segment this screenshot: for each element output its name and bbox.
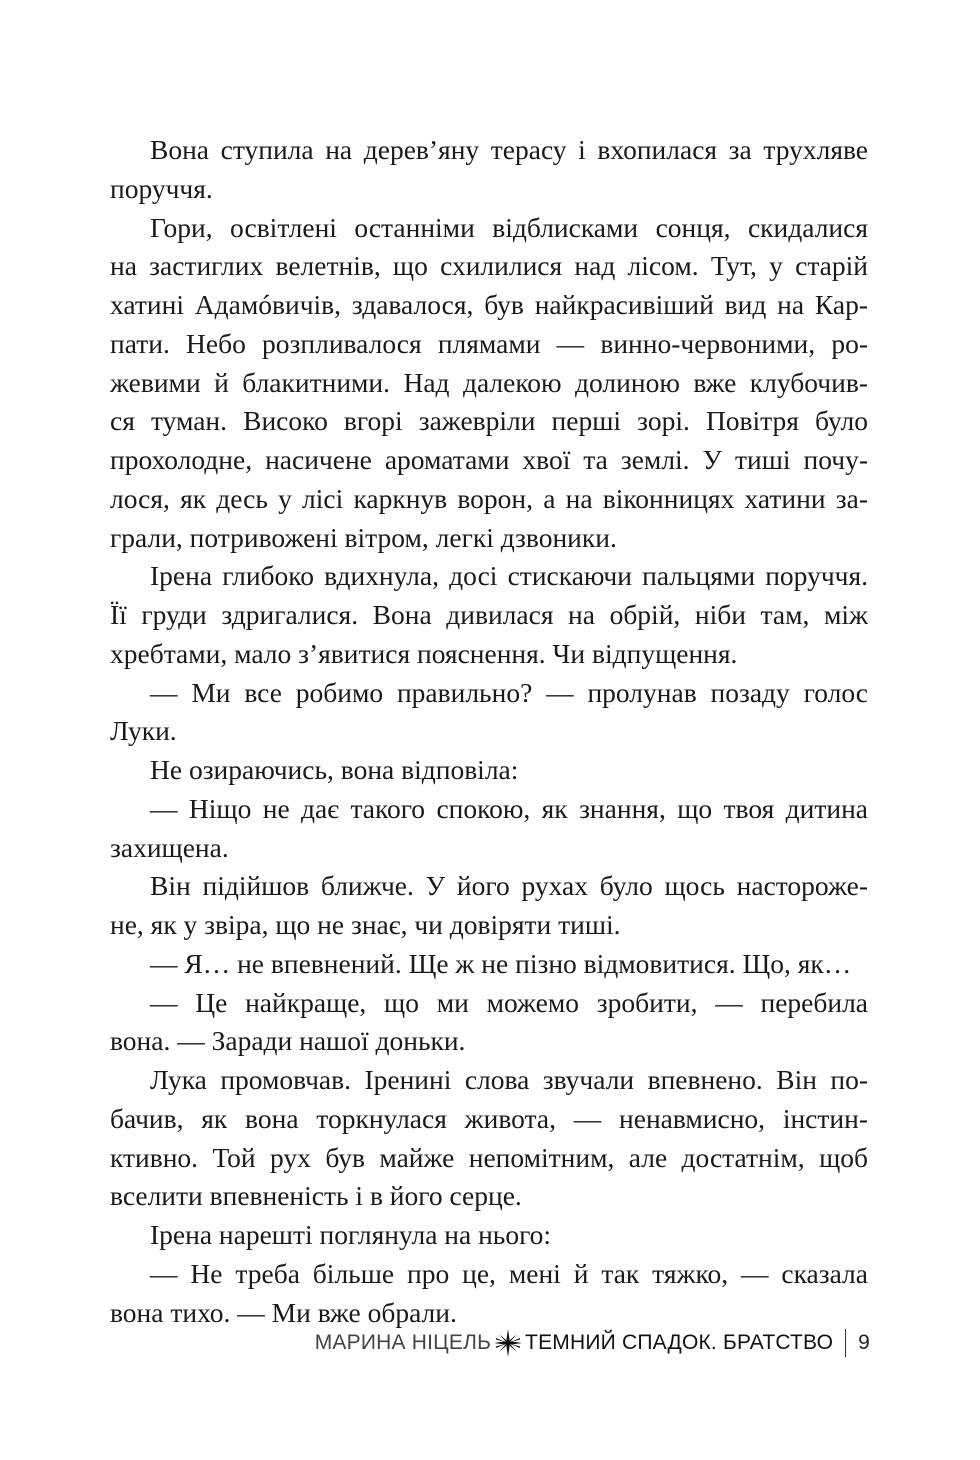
text-line: ктивно. Той рух був майже непомітним, але достатнім, щоб <box>110 1141 868 1173</box>
text-line: пати. Небо розпливалося плямами — винно-червоними, ро- <box>110 327 868 359</box>
paragraph <box>110 131 868 209</box>
text-line: грали, потривожені вітром, легкі дзвоники. <box>110 521 617 553</box>
text-line: не, як у звіра, що не знає, чи довіряти тиші. <box>110 909 621 940</box>
page-number: 9 <box>858 1331 870 1354</box>
text-line: хребтами, мало з’явитися пояснення. Чи відпущення. <box>110 637 738 669</box>
paragraph <box>110 790 868 868</box>
text-line: вселити впевненість і в його серце. <box>110 1180 522 1212</box>
text-line: — Це найкраще, що ми можемо зробити, — перебила <box>150 986 868 1018</box>
page-footer <box>315 1326 870 1360</box>
text-line: бачив, як вона торкнулася живота, — ненавмисно, інстин- <box>110 1102 868 1134</box>
paragraph <box>110 945 868 984</box>
text-line: — Я… не впевнений. Ще ж не пізно відмовитися. Що, як… <box>150 947 852 979</box>
text-line: на застиглих велетнів, що схилилися над лісом. Тут, у старій <box>110 250 868 282</box>
body-text <box>110 131 868 1332</box>
text-line: хатині Адамóвичів, здавалося, був найкрасивіший вид на Кар- <box>110 289 868 320</box>
text-line: прохолодне, насичене ароматами хвої та землі. У тиші почу- <box>110 444 868 475</box>
text-line: Він підійшов ближче. У його рухах було щось настороже- <box>150 870 868 902</box>
text-line: жевими й блакитними. Над далекою долиною вже клубочив- <box>110 366 868 398</box>
paragraph <box>110 867 868 945</box>
text-line: лося, як десь у лісі каркнув ворон, а на віконницях хатини за- <box>110 482 868 514</box>
text-line: Вона ступила на дерев’яну терасу і вхопилася за трухляве <box>150 134 868 165</box>
text-line: Її груди здригалися. Вона дивилася на обрій, ніби там, між <box>110 599 868 630</box>
paragraph <box>110 209 868 558</box>
paragraph <box>110 1255 868 1333</box>
text-line: Гори, освітлені останніми відблисками сонця, скидалися <box>150 211 868 243</box>
text-line: — Не треба більше про це, мені й так тяжко, — сказала <box>150 1257 868 1289</box>
text-line: вона тихо. — Ми вже обрали. <box>110 1296 457 1328</box>
paragraph <box>110 1216 868 1255</box>
author-name: МАРИНА НІЦЕЛЬ <box>314 1331 492 1354</box>
paragraph <box>110 557 868 673</box>
text-line: ся туман. Високо вгорі зажевріли перші зорі. Повітря було <box>110 405 868 437</box>
paragraph <box>110 751 868 790</box>
text-line: Ірена глибоко вдихнула, досі стискаючи пальцями поруччя. <box>150 560 868 592</box>
text-line: — Ми все робимо правильно? — пролунав позаду голос <box>150 676 868 708</box>
text-line: Ірена нарешті поглянула на нього: <box>150 1219 552 1250</box>
text-line: захищена. <box>110 831 229 863</box>
compass-star-icon <box>493 1328 523 1358</box>
paragraph <box>110 674 868 752</box>
text-line: Луки. <box>110 715 177 747</box>
text-line: Лука промовчав. Іренині слова звучали впевнено. Він по- <box>150 1064 868 1095</box>
text-line: вона. — Заради нашої доньки. <box>110 1025 466 1057</box>
text-line: Не озираючись, вона відповіла: <box>150 754 519 785</box>
book-title: ТЕМНИЙ СПАДОК. БРАТСТВО <box>525 1331 834 1354</box>
divider <box>845 1329 846 1357</box>
text-line: поруччя. <box>110 172 213 204</box>
paragraph <box>110 1061 868 1216</box>
paragraph <box>110 984 868 1062</box>
text-line: — Ніщо не дає такого спокою, як знання, що твоя дитина <box>150 792 868 824</box>
